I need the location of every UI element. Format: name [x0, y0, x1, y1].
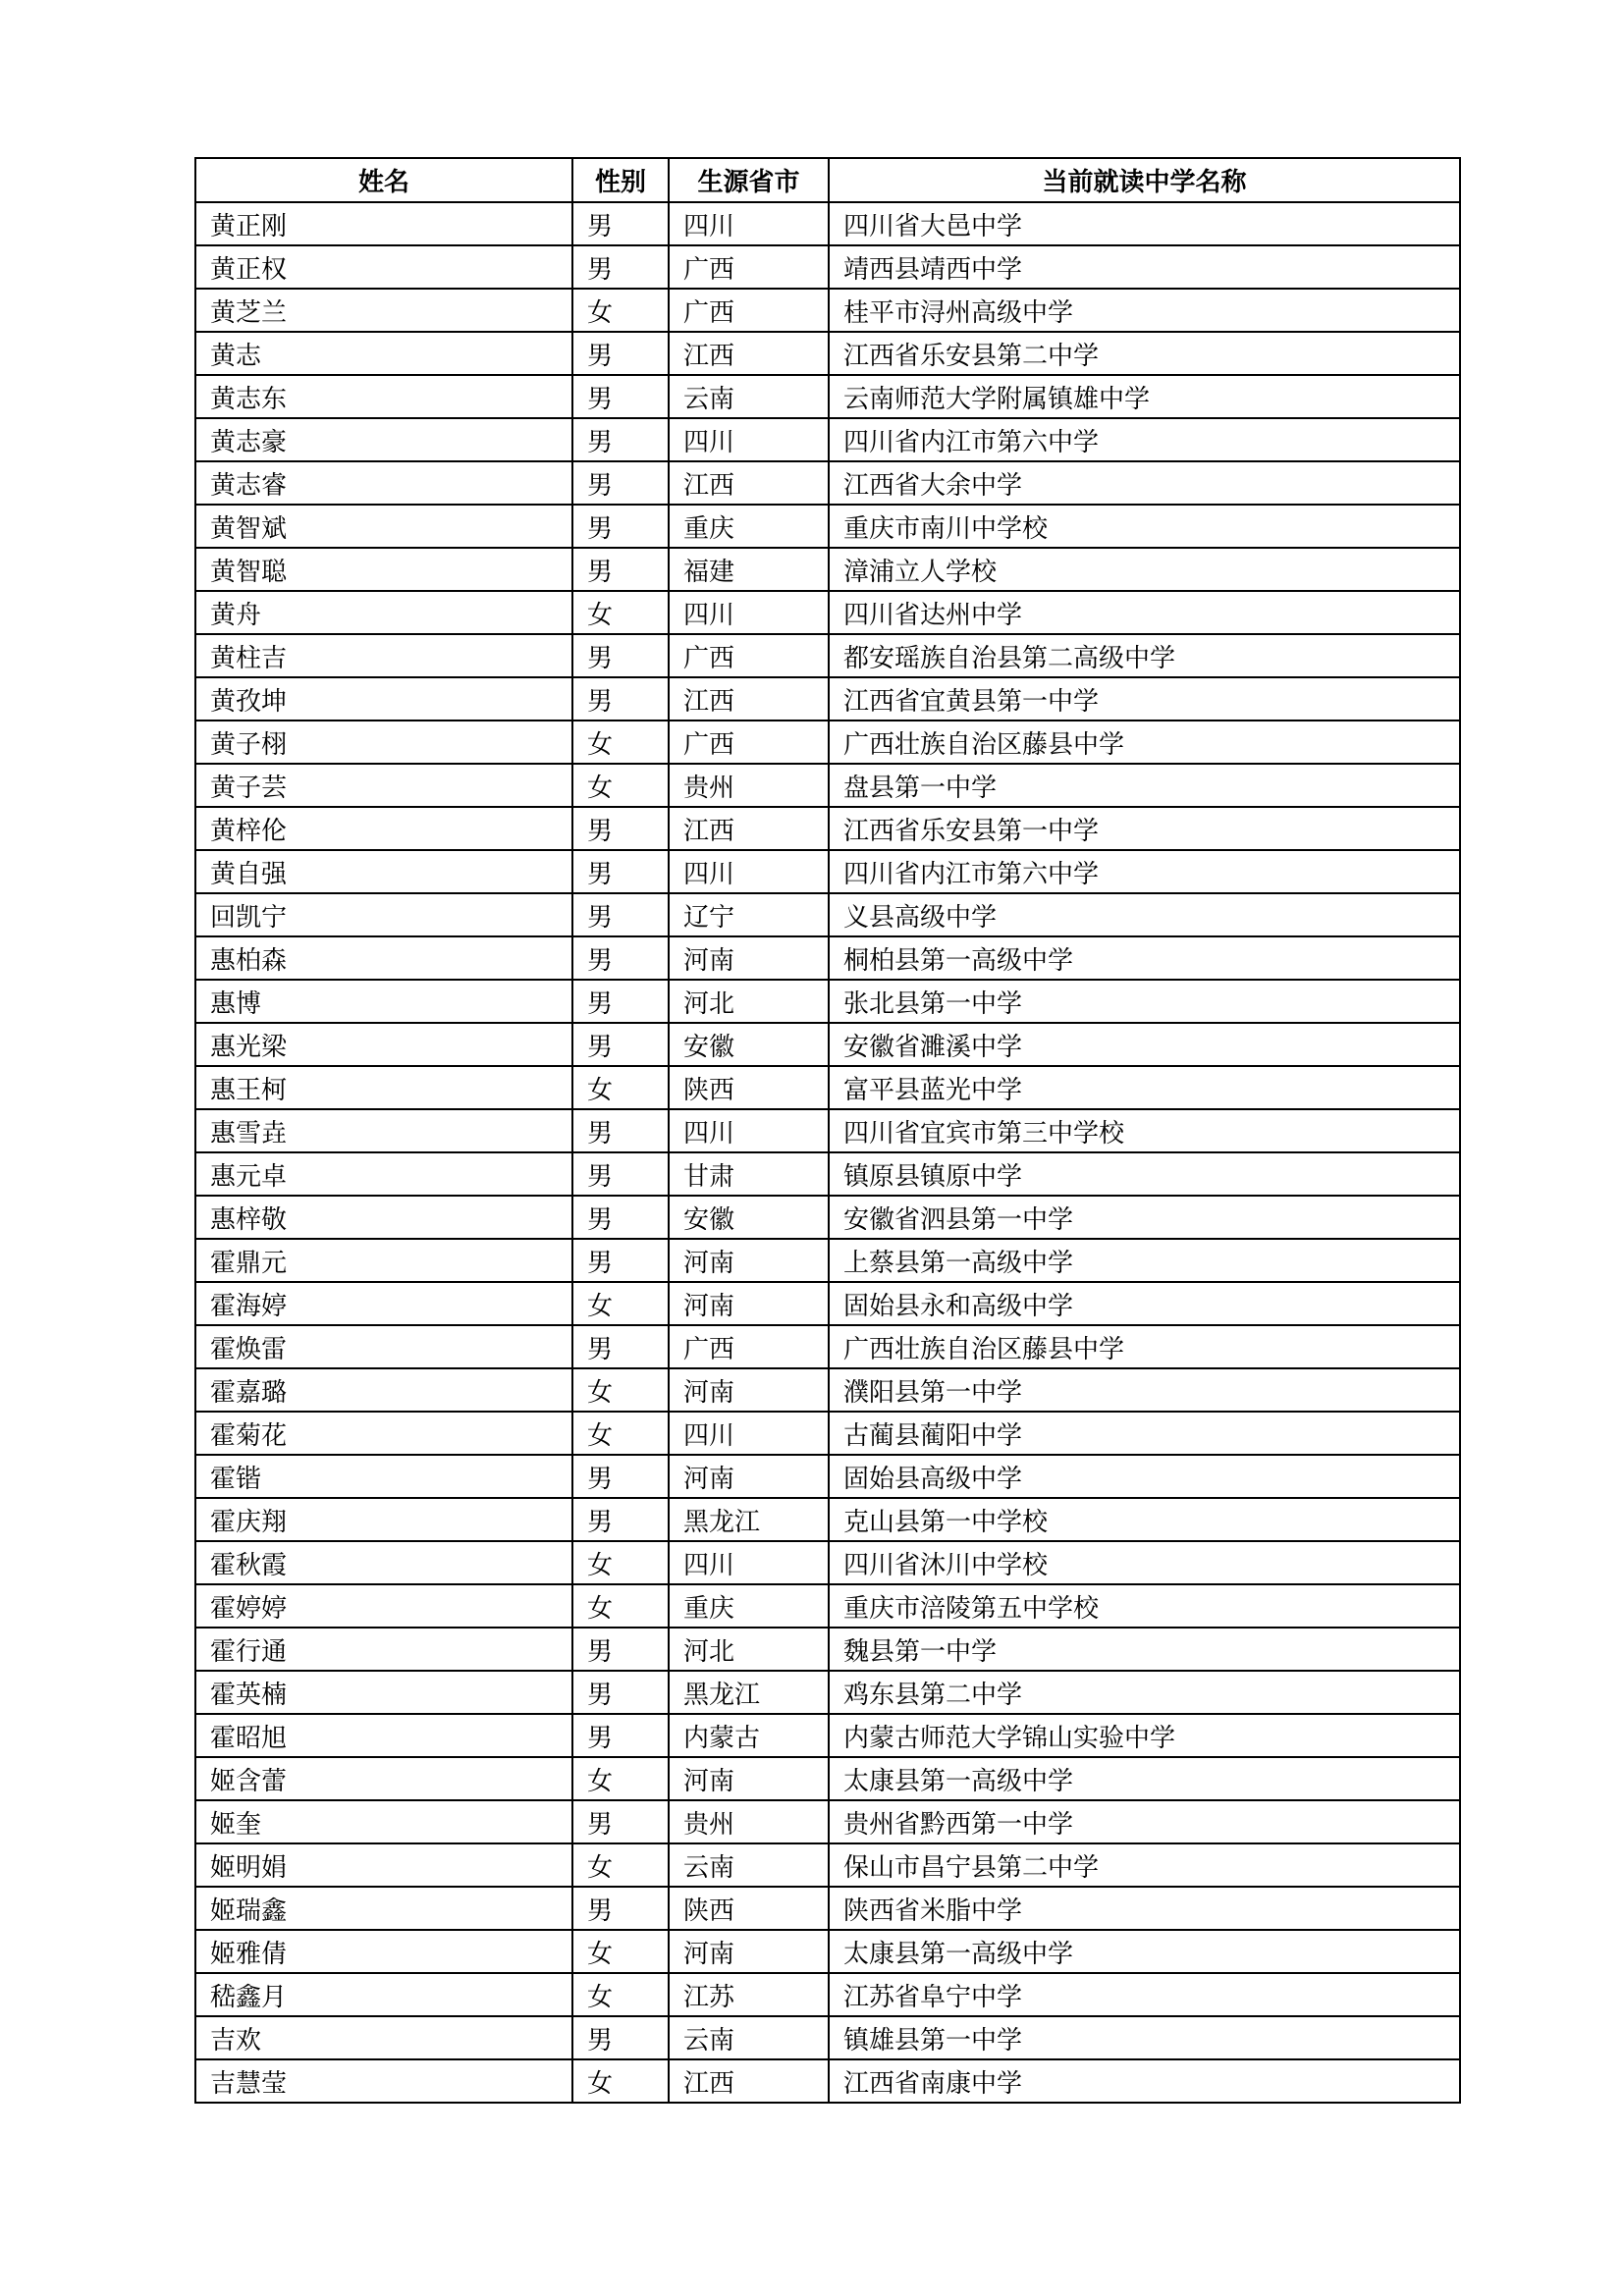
cell-gender: 女 — [572, 1930, 669, 1973]
cell-name: 黄正权 — [195, 245, 572, 289]
cell-province: 河南 — [669, 1930, 829, 1973]
cell-gender: 男 — [572, 418, 669, 461]
cell-name: 黄孜坤 — [195, 677, 572, 721]
table-row — [195, 1887, 1460, 1930]
cell-province: 河南 — [669, 936, 829, 980]
cell-school: 固始县高级中学 — [829, 1455, 1460, 1498]
cell-province: 江西 — [669, 677, 829, 721]
table-row — [195, 1843, 1460, 1887]
table-row — [195, 591, 1460, 634]
cell-gender: 男 — [572, 893, 669, 936]
cell-province: 江西 — [669, 2059, 829, 2103]
cell-province: 辽宁 — [669, 893, 829, 936]
cell-school: 镇雄县第一中学 — [829, 2016, 1460, 2059]
cell-name: 姬雅倩 — [195, 1930, 572, 1973]
table-row — [195, 1455, 1460, 1498]
cell-name: 回凯宁 — [195, 893, 572, 936]
cell-gender: 男 — [572, 548, 669, 591]
cell-school: 桂平市浔州高级中学 — [829, 289, 1460, 332]
cell-gender: 男 — [572, 1498, 669, 1541]
table-row — [195, 1023, 1460, 1066]
table-row — [195, 1498, 1460, 1541]
cell-gender: 女 — [572, 1282, 669, 1325]
cell-gender: 男 — [572, 202, 669, 245]
cell-school: 上蔡县第一高级中学 — [829, 1239, 1460, 1282]
cell-gender: 女 — [572, 1973, 669, 2016]
cell-province: 云南 — [669, 375, 829, 418]
cell-gender: 男 — [572, 1455, 669, 1498]
cell-name: 黄智聪 — [195, 548, 572, 591]
cell-school: 魏县第一中学 — [829, 1628, 1460, 1671]
cell-province: 贵州 — [669, 764, 829, 807]
table-row — [195, 245, 1460, 289]
cell-gender: 男 — [572, 1325, 669, 1368]
table-row — [195, 980, 1460, 1023]
cell-name: 惠柏森 — [195, 936, 572, 980]
cell-name: 黄子栩 — [195, 721, 572, 764]
cell-province: 福建 — [669, 548, 829, 591]
cell-name: 黄芝兰 — [195, 289, 572, 332]
cell-name: 霍锴 — [195, 1455, 572, 1498]
cell-province: 安徽 — [669, 1196, 829, 1239]
table-row — [195, 202, 1460, 245]
cell-name: 黄智斌 — [195, 505, 572, 548]
cell-gender: 男 — [572, 1714, 669, 1757]
cell-province: 云南 — [669, 1843, 829, 1887]
cell-name: 霍鼎元 — [195, 1239, 572, 1282]
cell-province: 河南 — [669, 1282, 829, 1325]
cell-name: 霍嘉璐 — [195, 1368, 572, 1412]
cell-school: 盘县第一中学 — [829, 764, 1460, 807]
cell-name: 霍焕雷 — [195, 1325, 572, 1368]
cell-school: 义县高级中学 — [829, 893, 1460, 936]
cell-name: 黄正刚 — [195, 202, 572, 245]
cell-school: 江苏省阜宁中学 — [829, 1973, 1460, 2016]
cell-school: 四川省沐川中学校 — [829, 1541, 1460, 1584]
cell-province: 河南 — [669, 1239, 829, 1282]
cell-province: 四川 — [669, 418, 829, 461]
cell-gender: 男 — [572, 332, 669, 375]
cell-province: 黑龙江 — [669, 1498, 829, 1541]
table-row — [195, 1282, 1460, 1325]
table-row — [195, 1930, 1460, 1973]
cell-name: 姬含蕾 — [195, 1757, 572, 1800]
cell-gender: 男 — [572, 1671, 669, 1714]
table-row — [195, 1152, 1460, 1196]
table-row — [195, 936, 1460, 980]
table-row — [195, 764, 1460, 807]
cell-school: 固始县永和高级中学 — [829, 1282, 1460, 1325]
table-row — [195, 1109, 1460, 1152]
cell-province: 江西 — [669, 807, 829, 850]
cell-name: 黄子芸 — [195, 764, 572, 807]
cell-school: 云南师范大学附属镇雄中学 — [829, 375, 1460, 418]
cell-name: 霍庆翔 — [195, 1498, 572, 1541]
cell-name: 霍秋霞 — [195, 1541, 572, 1584]
cell-name: 姬瑞鑫 — [195, 1887, 572, 1930]
cell-name: 黄志东 — [195, 375, 572, 418]
cell-gender: 女 — [572, 1584, 669, 1628]
cell-name: 黄柱吉 — [195, 634, 572, 677]
cell-province: 广西 — [669, 245, 829, 289]
cell-province: 陕西 — [669, 1887, 829, 1930]
table-row — [195, 1584, 1460, 1628]
cell-province: 河北 — [669, 1628, 829, 1671]
header-school: 当前就读中学名称 — [829, 158, 1460, 202]
cell-name: 霍行通 — [195, 1628, 572, 1671]
cell-school: 安徽省泗县第一中学 — [829, 1196, 1460, 1239]
table-row — [195, 1714, 1460, 1757]
cell-school: 江西省大余中学 — [829, 461, 1460, 505]
cell-school: 桐柏县第一高级中学 — [829, 936, 1460, 980]
cell-gender: 女 — [572, 1541, 669, 1584]
cell-gender: 男 — [572, 634, 669, 677]
cell-gender: 女 — [572, 1368, 669, 1412]
cell-province: 江西 — [669, 332, 829, 375]
table-row — [195, 1325, 1460, 1368]
table-body — [195, 202, 1460, 2103]
cell-gender: 男 — [572, 1800, 669, 1843]
cell-name: 黄舟 — [195, 591, 572, 634]
table-row — [195, 505, 1460, 548]
cell-province: 河北 — [669, 980, 829, 1023]
cell-school: 张北县第一中学 — [829, 980, 1460, 1023]
cell-province: 河南 — [669, 1368, 829, 1412]
table-row — [195, 2016, 1460, 2059]
cell-school: 太康县第一高级中学 — [829, 1757, 1460, 1800]
cell-school: 江西省南康中学 — [829, 2059, 1460, 2103]
table-row — [195, 893, 1460, 936]
table-row — [195, 461, 1460, 505]
cell-province: 四川 — [669, 850, 829, 893]
cell-school: 富平县蓝光中学 — [829, 1066, 1460, 1109]
cell-province: 江西 — [669, 461, 829, 505]
cell-gender: 男 — [572, 461, 669, 505]
table-row — [195, 807, 1460, 850]
cell-province: 贵州 — [669, 1800, 829, 1843]
cell-gender: 男 — [572, 505, 669, 548]
cell-name: 姬明娟 — [195, 1843, 572, 1887]
cell-gender: 男 — [572, 1109, 669, 1152]
table-row — [195, 1196, 1460, 1239]
table-row — [195, 375, 1460, 418]
cell-province: 陕西 — [669, 1066, 829, 1109]
cell-gender: 男 — [572, 1239, 669, 1282]
cell-school: 贵州省黔西第一中学 — [829, 1800, 1460, 1843]
cell-province: 云南 — [669, 2016, 829, 2059]
table-row — [195, 1541, 1460, 1584]
cell-province: 重庆 — [669, 1584, 829, 1628]
cell-name: 黄志豪 — [195, 418, 572, 461]
cell-gender: 女 — [572, 721, 669, 764]
cell-province: 四川 — [669, 1412, 829, 1455]
header-name: 姓名 — [195, 158, 572, 202]
table-row — [195, 1368, 1460, 1412]
table-row — [195, 850, 1460, 893]
cell-gender: 男 — [572, 1152, 669, 1196]
cell-school: 江西省宜黄县第一中学 — [829, 677, 1460, 721]
cell-school: 四川省宜宾市第三中学校 — [829, 1109, 1460, 1152]
cell-province: 黑龙江 — [669, 1671, 829, 1714]
cell-gender: 男 — [572, 245, 669, 289]
cell-gender: 女 — [572, 1843, 669, 1887]
cell-name: 嵇鑫月 — [195, 1973, 572, 2016]
cell-name: 霍昭旭 — [195, 1714, 572, 1757]
table-row — [195, 548, 1460, 591]
table-row — [195, 1412, 1460, 1455]
cell-gender: 女 — [572, 591, 669, 634]
cell-gender: 女 — [572, 1757, 669, 1800]
cell-gender: 男 — [572, 375, 669, 418]
cell-school: 漳浦立人学校 — [829, 548, 1460, 591]
cell-name: 黄志 — [195, 332, 572, 375]
cell-name: 霍菊花 — [195, 1412, 572, 1455]
cell-province: 甘肃 — [669, 1152, 829, 1196]
cell-name: 霍海婷 — [195, 1282, 572, 1325]
cell-province: 内蒙古 — [669, 1714, 829, 1757]
cell-province: 四川 — [669, 591, 829, 634]
table-row — [195, 418, 1460, 461]
cell-school: 克山县第一中学校 — [829, 1498, 1460, 1541]
table-row — [195, 1066, 1460, 1109]
cell-name: 惠光梁 — [195, 1023, 572, 1066]
cell-school: 江西省乐安县第二中学 — [829, 332, 1460, 375]
cell-province: 重庆 — [669, 505, 829, 548]
cell-school: 四川省内江市第六中学 — [829, 418, 1460, 461]
cell-name: 吉慧莹 — [195, 2059, 572, 2103]
cell-school: 鸡东县第二中学 — [829, 1671, 1460, 1714]
cell-gender: 女 — [572, 289, 669, 332]
cell-name: 惠博 — [195, 980, 572, 1023]
cell-name: 惠王柯 — [195, 1066, 572, 1109]
cell-school: 镇原县镇原中学 — [829, 1152, 1460, 1196]
cell-province: 江苏 — [669, 1973, 829, 2016]
cell-gender: 男 — [572, 677, 669, 721]
table-row — [195, 1671, 1460, 1714]
cell-gender: 女 — [572, 1412, 669, 1455]
cell-gender: 男 — [572, 1196, 669, 1239]
table-row — [195, 1239, 1460, 1282]
cell-name: 黄志睿 — [195, 461, 572, 505]
cell-gender: 男 — [572, 1887, 669, 1930]
cell-gender: 女 — [572, 764, 669, 807]
cell-province: 四川 — [669, 202, 829, 245]
cell-name: 霍婷婷 — [195, 1584, 572, 1628]
cell-province: 四川 — [669, 1109, 829, 1152]
cell-gender: 男 — [572, 936, 669, 980]
cell-province: 河南 — [669, 1455, 829, 1498]
table-row — [195, 289, 1460, 332]
cell-school: 保山市昌宁县第二中学 — [829, 1843, 1460, 1887]
cell-province: 广西 — [669, 634, 829, 677]
cell-province: 河南 — [669, 1757, 829, 1800]
table-row — [195, 1973, 1460, 2016]
cell-school: 内蒙古师范大学锦山实验中学 — [829, 1714, 1460, 1757]
cell-gender: 男 — [572, 807, 669, 850]
cell-school: 四川省大邑中学 — [829, 202, 1460, 245]
table-row — [195, 677, 1460, 721]
table-row — [195, 332, 1460, 375]
cell-name: 惠雪垚 — [195, 1109, 572, 1152]
cell-school: 陕西省米脂中学 — [829, 1887, 1460, 1930]
cell-province: 四川 — [669, 1541, 829, 1584]
cell-name: 黄自强 — [195, 850, 572, 893]
cell-school: 江西省乐安县第一中学 — [829, 807, 1460, 850]
cell-school: 广西壮族自治区藤县中学 — [829, 1325, 1460, 1368]
cell-school: 广西壮族自治区藤县中学 — [829, 721, 1460, 764]
cell-gender: 男 — [572, 1628, 669, 1671]
cell-school: 都安瑶族自治县第二高级中学 — [829, 634, 1460, 677]
cell-name: 惠元卓 — [195, 1152, 572, 1196]
cell-school: 四川省达州中学 — [829, 591, 1460, 634]
cell-name: 黄梓伦 — [195, 807, 572, 850]
cell-province: 广西 — [669, 1325, 829, 1368]
table-row — [195, 1757, 1460, 1800]
cell-school: 古蔺县蔺阳中学 — [829, 1412, 1460, 1455]
cell-gender: 女 — [572, 1066, 669, 1109]
cell-province: 安徽 — [669, 1023, 829, 1066]
cell-gender: 女 — [572, 2059, 669, 2103]
cell-name: 霍英楠 — [195, 1671, 572, 1714]
cell-province: 广西 — [669, 289, 829, 332]
header-province: 生源省市 — [669, 158, 829, 202]
cell-school: 四川省内江市第六中学 — [829, 850, 1460, 893]
table-header-row — [195, 158, 1460, 202]
student-table — [194, 157, 1461, 2104]
table-row — [195, 1800, 1460, 1843]
cell-gender: 男 — [572, 850, 669, 893]
table-row — [195, 721, 1460, 764]
header-gender: 性别 — [572, 158, 669, 202]
table-row — [195, 634, 1460, 677]
cell-gender: 男 — [572, 1023, 669, 1066]
cell-name: 姬奎 — [195, 1800, 572, 1843]
cell-gender: 男 — [572, 980, 669, 1023]
cell-school: 濮阳县第一中学 — [829, 1368, 1460, 1412]
cell-school: 靖西县靖西中学 — [829, 245, 1460, 289]
cell-school: 太康县第一高级中学 — [829, 1930, 1460, 1973]
table-row — [195, 1628, 1460, 1671]
cell-gender: 男 — [572, 2016, 669, 2059]
cell-school: 重庆市涪陵第五中学校 — [829, 1584, 1460, 1628]
cell-province: 广西 — [669, 721, 829, 764]
cell-name: 惠梓敬 — [195, 1196, 572, 1239]
cell-name: 吉欢 — [195, 2016, 572, 2059]
table-row — [195, 2059, 1460, 2103]
cell-school: 重庆市南川中学校 — [829, 505, 1460, 548]
cell-school: 安徽省濉溪中学 — [829, 1023, 1460, 1066]
